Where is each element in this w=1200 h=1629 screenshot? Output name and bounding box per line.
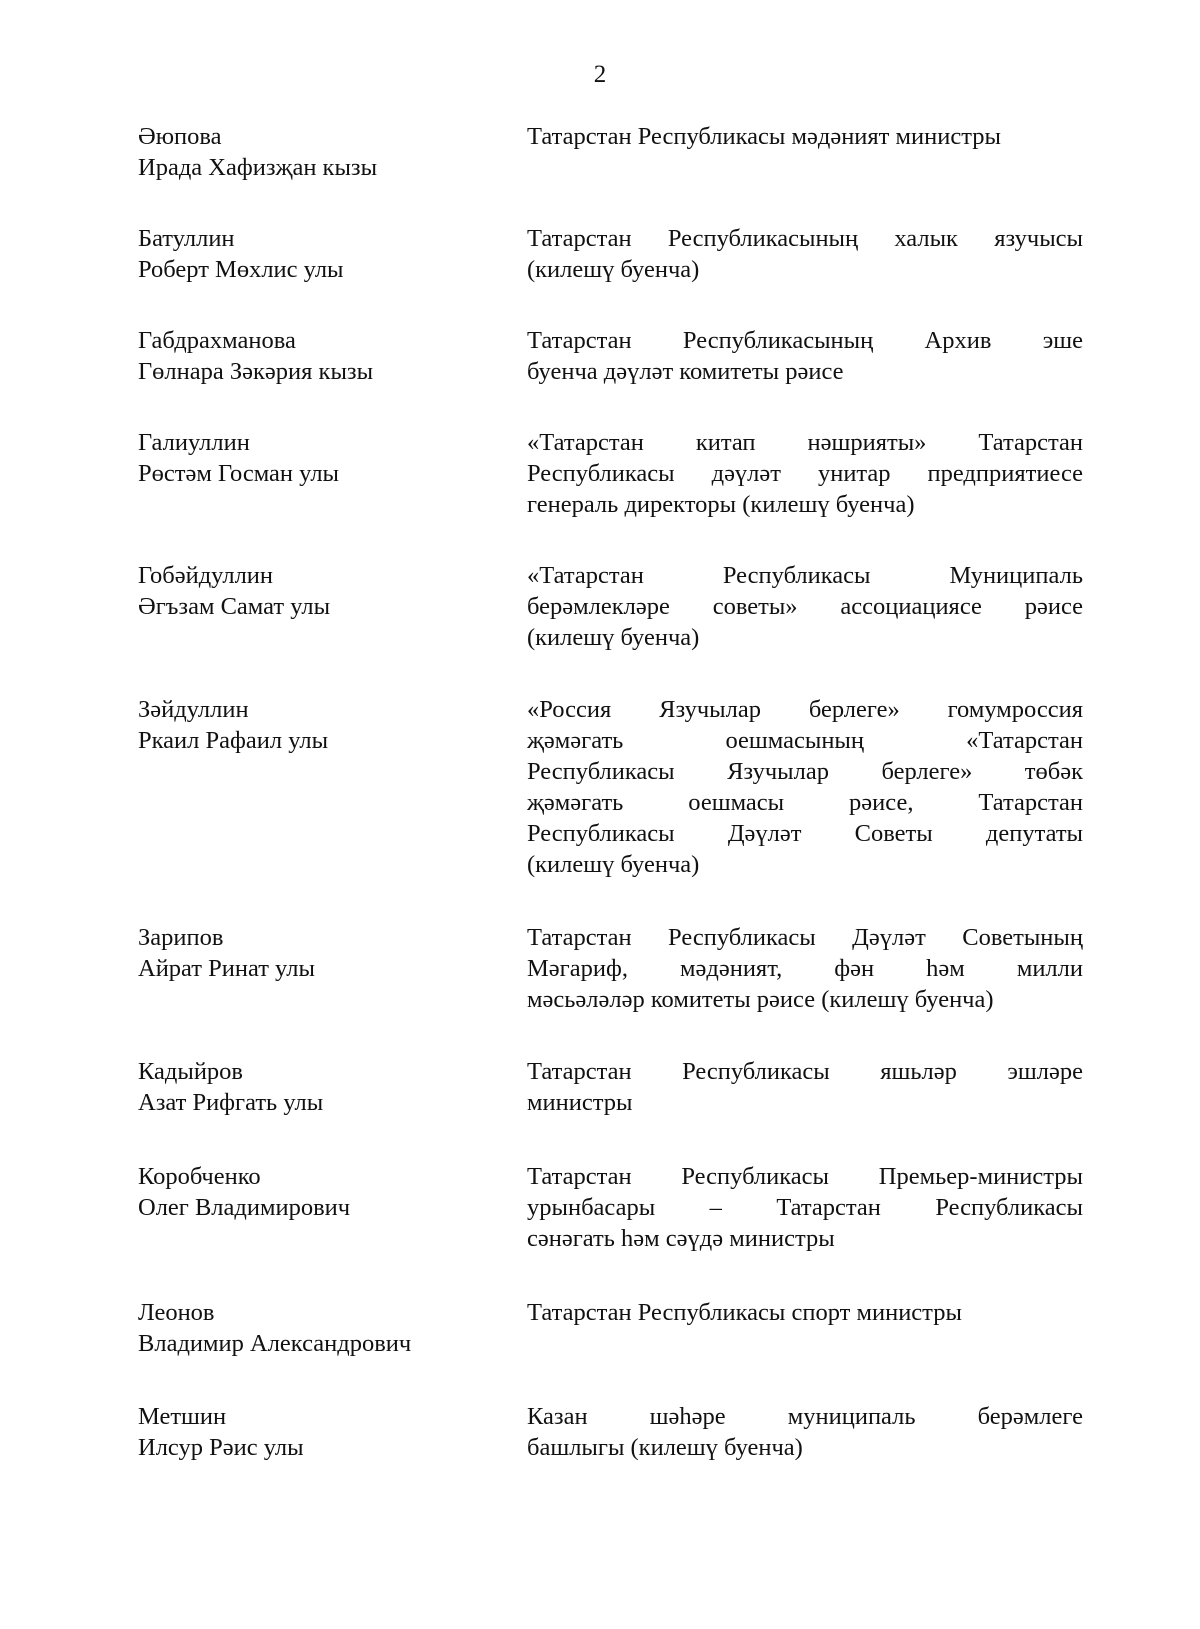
surname: Галиуллин xyxy=(138,429,250,456)
person-position xyxy=(527,922,1083,1015)
person-name xyxy=(138,1401,478,1463)
person-name xyxy=(138,1056,478,1118)
position-line: Республикасы Язучылар берлеге» төбәк xyxy=(527,758,1083,785)
person-position xyxy=(527,223,1083,285)
position-line: Татарстан Республикасының халык язучысы xyxy=(527,225,1083,252)
position-line: мәсьәләләр комитеты рәисе (килешү буенча) xyxy=(527,986,994,1013)
position-line: Татарстан Республикасы спорт министры xyxy=(527,1299,962,1326)
position-line: министры xyxy=(527,1089,633,1116)
surname: Әюпова xyxy=(138,123,222,150)
surname: Коробченко xyxy=(138,1163,261,1190)
person-position xyxy=(527,427,1083,520)
position-line: җәмәгать оешмасының «Татарстан xyxy=(527,727,1083,754)
surname: Габдрахманова xyxy=(138,327,296,354)
position-line: (килешү буенча) xyxy=(527,256,700,283)
given-name: Ркаил Рафаил улы xyxy=(138,727,329,754)
position-line: Республикасы Дәүләт Советы депутаты xyxy=(527,820,1083,847)
given-name: Рөстәм Госман улы xyxy=(138,460,340,487)
position-line: (килешү буенча) xyxy=(527,851,700,878)
position-line: «Татарстан Республикасы Муниципаль xyxy=(527,562,1083,589)
position-line: берәмлекләре советы» ассоциациясе рәисе xyxy=(527,593,1083,620)
position-line: Татарстан Республикасы яшьләр эшләре xyxy=(527,1058,1083,1085)
surname: Зарипов xyxy=(138,924,224,951)
position-line: Казан шәһәре муниципаль берәмлеге xyxy=(527,1403,1083,1430)
person-position xyxy=(527,325,1083,387)
position-line: башлыгы (килешү буенча) xyxy=(527,1434,803,1461)
given-name: Әгъзам Самат улы xyxy=(138,593,331,620)
position-line: «Татарстан китап нәшрияты» Татарстан xyxy=(527,429,1083,456)
given-name: Илсур Рәис улы xyxy=(138,1434,304,1461)
given-name: Олег Владимирович xyxy=(138,1194,351,1221)
person-position xyxy=(527,560,1083,653)
person-position xyxy=(527,1401,1083,1463)
given-name: Роберт Мөхлис улы xyxy=(138,256,344,283)
person-name xyxy=(138,325,478,387)
person-position xyxy=(527,694,1083,880)
given-name: Владимир Александрович xyxy=(138,1330,412,1357)
person-name xyxy=(138,427,478,489)
position-line: Мәгариф, мәдәният, фән һәм милли xyxy=(527,955,1083,982)
position-line: Татарстан Республикасы мәдәният министры xyxy=(527,123,1001,150)
surname: Гобәйдуллин xyxy=(138,562,274,589)
position-line: Татарстан Республикасы Дәүләт Советының xyxy=(527,924,1083,951)
person-name xyxy=(138,1161,478,1223)
given-name: Гөлнара Зәкәрия кызы xyxy=(138,358,374,385)
position-line: Республикасы дәүләт унитар предприятиесе xyxy=(527,460,1083,487)
surname: Зәйдуллин xyxy=(138,696,249,723)
page-number: 2 xyxy=(593,61,607,88)
person-name xyxy=(138,694,478,756)
person-name xyxy=(138,560,478,622)
surname: Леонов xyxy=(138,1299,215,1326)
position-line: Татарстан Республикасының Архив эше xyxy=(527,327,1083,354)
position-line: сәнәгать һәм сәүдә министры xyxy=(527,1225,835,1252)
person-position xyxy=(527,1056,1083,1118)
surname: Метшин xyxy=(138,1403,227,1430)
given-name: Айрат Ринат улы xyxy=(138,955,315,982)
position-line: (килешү буенча) xyxy=(527,624,700,651)
surname: Батуллин xyxy=(138,225,235,252)
person-position xyxy=(527,121,1083,152)
position-line: генераль директоры (килешү буенча) xyxy=(527,491,915,518)
person-position xyxy=(527,1297,1083,1328)
surname: Кадыйров xyxy=(138,1058,243,1085)
position-line: «Россия Язучылар берлеге» гомумроссия xyxy=(527,696,1083,723)
position-line: җәмәгать оешмасы рәисе, Татарстан xyxy=(527,789,1083,816)
position-line: буенча дәүләт комитеты рәисе xyxy=(527,358,844,385)
person-name xyxy=(138,1297,478,1359)
person-name xyxy=(138,922,478,984)
person-name xyxy=(138,121,478,183)
position-line: урынбасары – Татарстан Республикасы xyxy=(527,1194,1083,1221)
person-name xyxy=(138,223,478,285)
given-name: Азат Рифгать улы xyxy=(138,1089,324,1116)
given-name: Ирада Хафизҗан кызы xyxy=(138,154,378,181)
person-position xyxy=(527,1161,1083,1254)
position-line: Татарстан Республикасы Премьер-министры xyxy=(527,1163,1083,1190)
